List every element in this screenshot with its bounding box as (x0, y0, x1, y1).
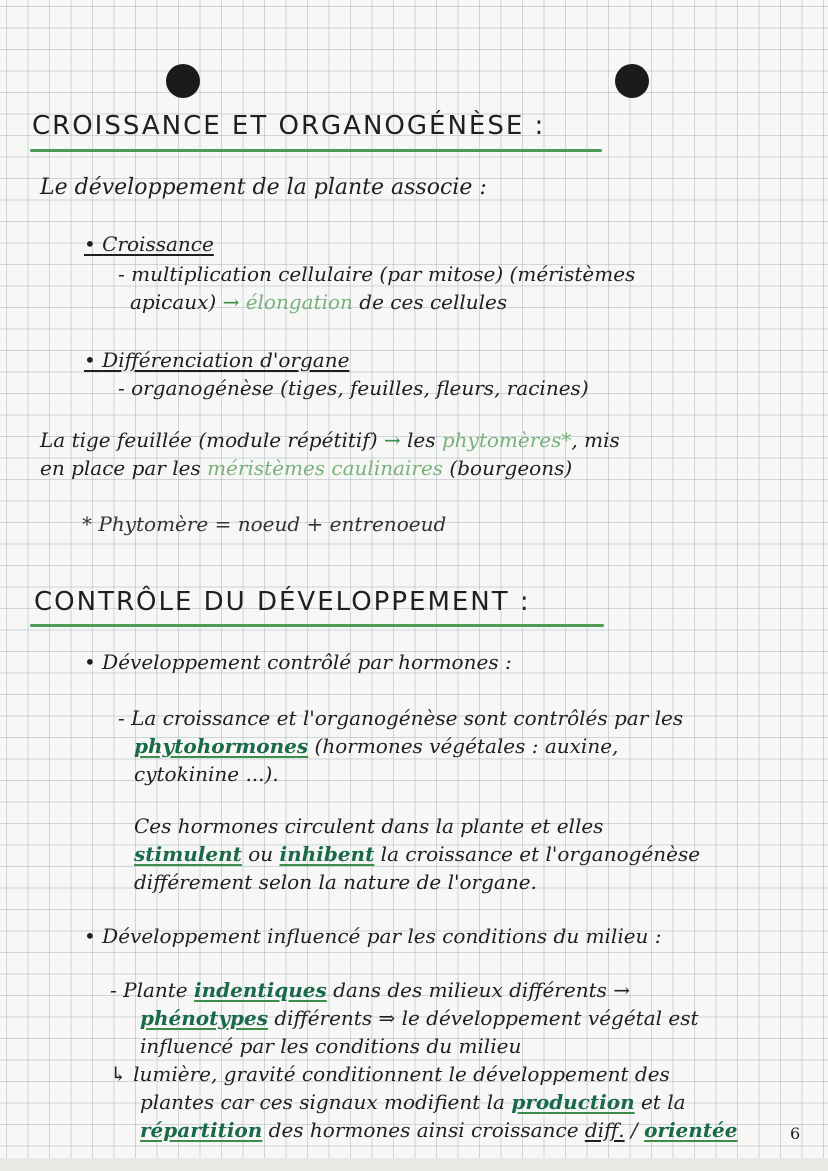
section-title-controle: CONTRÔLE DU DÉVELOPPEMENT : (34, 587, 531, 617)
binder-hole-right (615, 64, 649, 98)
bullet-croissance-line1: - multiplication cellulaire (par mitose) (méristèmes (118, 262, 636, 286)
bullet-croissance-heading: • Croissance (84, 232, 214, 256)
intro-text: Le développement de la plante associe : (40, 175, 487, 200)
milieu-line3: influencé par les conditions du milieu (140, 1034, 522, 1058)
title-underline (30, 149, 602, 152)
bullet-differenciation-line1: - organogénèse (tiges, feuilles, fleurs, racines) (118, 376, 589, 400)
hormones-line2: phytohormones (hormones végétales : auxine, (134, 734, 619, 758)
milieu-line1: - Plante indentiques dans des milieux différents → (110, 978, 631, 1002)
hormones-line3: cytokinine ...). (134, 762, 279, 786)
milieu-line5: plantes car ces signaux modifient la production et la (140, 1090, 686, 1114)
binder-hole-left (166, 64, 200, 98)
bullet-milieu-heading: • Développement influencé par les conditions du milieu : (84, 924, 662, 948)
footnote-phytomere: * Phytomère = noeud + entrenoeud (82, 512, 447, 536)
paragraph-line1: La tige feuillée (module répétitif) → les phytomères*, mis (40, 428, 620, 452)
hormones-para-line3: différement selon la nature de l'organe. (134, 870, 537, 894)
title-underline-2 (30, 624, 604, 627)
bullet-croissance-line2: apicaux) → élongation de ces cellules (130, 290, 508, 314)
milieu-line6: répartition des hormones ainsi croissance diff. / orientée (140, 1118, 738, 1142)
bullet-hormones-heading: • Développement contrôlé par hormones : (84, 650, 512, 674)
milieu-line2: phénotypes différents ⇒ le développement végétal est (140, 1006, 699, 1030)
paragraph-line2: en place par les méristèmes caulinaires (bourgeons) (40, 456, 573, 480)
hormones-para-line2: stimulent ou inhibent la croissance et l'organogénèse (134, 842, 701, 866)
page-edge (0, 1158, 828, 1171)
hormones-line1: - La croissance et l'organogénèse sont contrôlés par les (118, 706, 684, 730)
hormones-para-line1: Ces hormones circulent dans la plante et elles (134, 814, 604, 838)
bullet-differenciation-heading: • Différenciation d'organe (84, 348, 350, 372)
page-number: 6 (790, 1124, 801, 1143)
milieu-line4: ↳ lumière, gravité conditionnent le développement des (110, 1062, 670, 1086)
section-title-croissance: CROISSANCE ET ORGANOGÉNÈSE : (32, 111, 546, 141)
